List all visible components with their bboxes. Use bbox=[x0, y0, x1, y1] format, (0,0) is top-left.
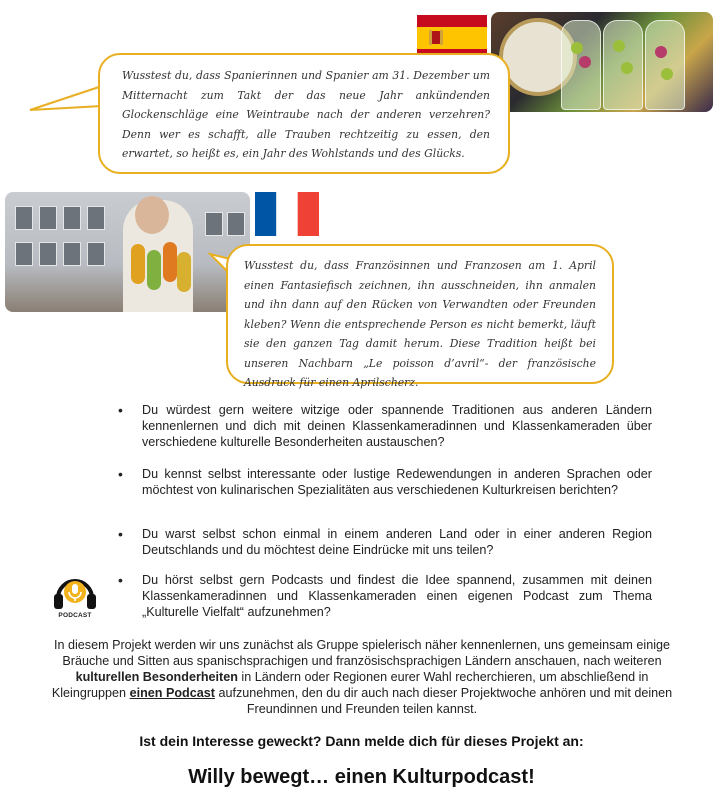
description-bold-cultural: kulturellen Besonderheiten bbox=[75, 670, 238, 684]
description-part-3: aufzunehmen, den du dir auch nach dieser Projektwoche anhören und mit deinen Freundinnen und Freunden teilen kannst. bbox=[214, 686, 673, 716]
spain-fact-text: Wusstest du, dass Spanierinnen und Spanier am 31. Dezember um Mitternacht zum Takt der das neue Jahr ankündenden Glockenschläge eine Weintraube nach der anderen verzehren? Denn wer es schafft, alle Trauben rechtzeitig zu essen, den erwartet, so heißt es, ein Jahr des Wohlstands und des Glücks. bbox=[122, 69, 490, 160]
podcast-label: PODCAST bbox=[58, 612, 92, 619]
bullet-item-traditions: • Du würdest gern weitere witzige oder spannende Traditionen aus anderen Ländern kennenlernen und dich mit deinen Klassenkameradinnen und Klassenkameraden über verschiedene kulturelle Besonderheiten austauschen? bbox=[118, 402, 652, 450]
project-description bbox=[42, 637, 682, 717]
bubble-tail-es bbox=[28, 84, 104, 116]
bullet-item-idioms: • Du kennst selbst interessante oder lustige Redewendungen in anderen Sprachen oder möchtest von kulinarischen Spezialitäten aus verschiedenen Kulturkreisen berichten? bbox=[118, 466, 652, 498]
spain-fact-bubble bbox=[98, 53, 510, 174]
france-fact-text: Wusstest du, dass Französinnen und Franzosen am 1. April einen Fantasiefisch zeichnen, ihn ausschneiden, ihn anmalen und ihn dann auf den Rücken von Verwandten oder Freunden kleben? Wenn die entsprechende Person es nicht bemerkt, läuft sie den ganzen Tag damit herum. Diese Tradition heißt bei unseren Nachbarn „Le poisson d’avril“- der französische Ausdruck für einen Aprilscherz. bbox=[244, 259, 596, 389]
new-years-grapes-photo bbox=[491, 12, 713, 112]
description-part-1: In diesem Projekt werden wir uns zunächst als Gruppe spielerisch näher kennenlernen, uns gemeinsam einige Bräuche und Sitten aus spanischsprachigen und französischsprachigen Ländern anschauen, nach weiteren bbox=[53, 638, 671, 668]
podcast-icon bbox=[50, 570, 100, 626]
project-title: Willy bewegt… einen Kulturpodcast! bbox=[188, 766, 535, 788]
call-to-action: Ist dein Interesse geweckt? Dann melde dich für dieses Projekt an: bbox=[139, 733, 584, 749]
france-fact-bubble bbox=[226, 244, 614, 389]
description-part-2: in Ländern oder Regionen eurer Wahl recherchieren, um abschließend in Kleingruppen bbox=[51, 670, 649, 700]
bullet-item-travel: • Du warst selbst schon einmal in einem anderen Land oder in einer anderen Region Deutschlands und du möchtest deine Eindrücke mit uns teilen? bbox=[118, 526, 652, 558]
bullet-item-podcasts: • Du hörst selbst gern Podcasts und findest die Idee spannend, zusammen mit deinen Klassenkameradinnen und Klassenkameraden einen eigenen Podcast zum Thema „Kulturelle Vielfalt“ aufzunehmen? bbox=[118, 572, 652, 620]
description-bold-podcast: einen Podcast bbox=[129, 686, 215, 700]
france-flag-icon bbox=[255, 192, 319, 236]
